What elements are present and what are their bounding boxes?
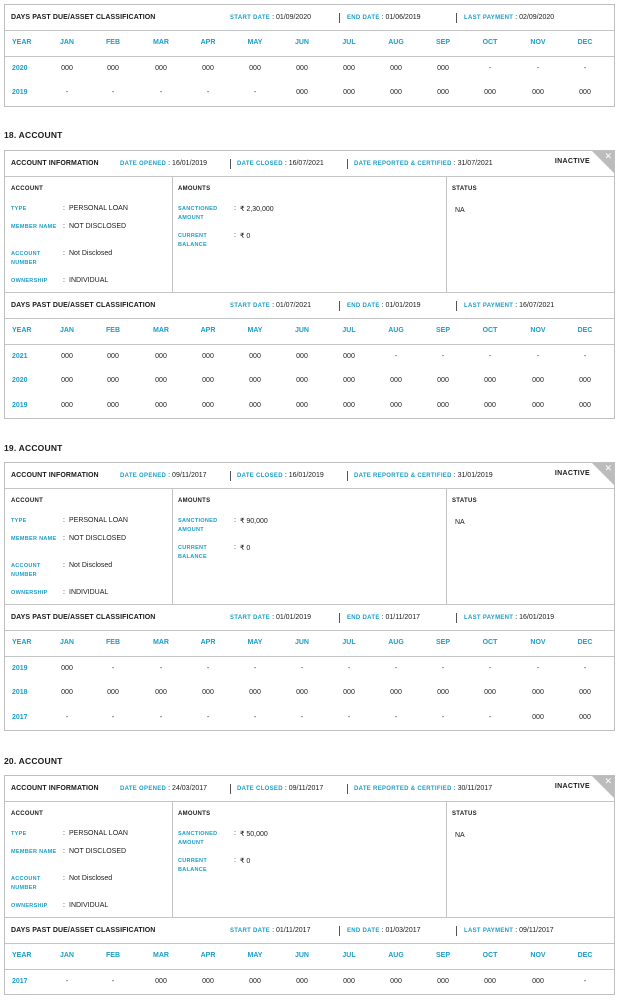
dpd-cell-feb: 000 — [107, 64, 119, 72]
top-dpd-block — [4, 4, 615, 107]
year-cell: 2017 — [12, 977, 28, 985]
dpd-cell-jul: 000 — [343, 89, 355, 96]
dpd-cell-nov: - — [536, 64, 540, 72]
account-info-title: ACCOUNT INFORMATION — [11, 472, 99, 479]
dpd-cell-sep: 000 — [437, 401, 449, 409]
column-header-nov: NOV — [530, 952, 546, 959]
account-column: ACCOUNT TYPE : PERSONAL LOAN MEMBER NAME : NOT DISCLOSED ACCOUNT NUMBER : Not Disclosed OWNERSHIP : INDIVIDUAL — [5, 177, 173, 292]
dpd-cell-oct: 000 — [484, 689, 496, 696]
dpd-cell-dec: - — [583, 64, 587, 72]
status-column — [446, 802, 614, 917]
dpd-cell-jul: 000 — [343, 977, 355, 985]
dpd-start-date: START DATE : 01/09/2020 — [230, 14, 311, 21]
column-header-may: MAY — [247, 39, 263, 46]
column-header-jan: JAN — [59, 327, 74, 334]
dpd-cell-nov: 000 — [532, 713, 544, 721]
dpd-cell-nov: 000 — [532, 401, 544, 409]
dpd-title: DAYS PAST DUE/ASSET CLASSIFICATION — [11, 302, 156, 309]
account-column-title: ACCOUNT — [11, 498, 44, 504]
dpd-cell-jul: 000 — [343, 401, 355, 409]
column-header-jan: JAN — [59, 952, 74, 959]
dpd-grid — [5, 31, 614, 106]
dpd-cell-jun: 000 — [296, 64, 308, 72]
column-header-apr: APR — [200, 39, 216, 46]
column-header-dec: DEC — [577, 639, 593, 646]
divider — [230, 159, 231, 169]
dpd-start-date: START DATE : 01/11/2017 — [230, 927, 311, 934]
dpd-cell-oct: - — [488, 352, 492, 360]
status-column-title: STATUS — [452, 811, 477, 817]
column-header-apr: APR — [200, 639, 216, 646]
dpd-cell-may: 000 — [249, 977, 261, 985]
dpd-header — [5, 605, 614, 631]
dpd-start-date: START DATE : 01/07/2021 — [230, 302, 311, 309]
close-icon[interactable]: ✕ — [604, 776, 612, 786]
divider — [339, 926, 340, 936]
column-header-aug: AUG — [388, 639, 404, 646]
dpd-cell-apr: - — [206, 664, 210, 672]
date-opened: DATE OPENED : 24/03/2017 — [120, 785, 208, 792]
column-header-sep: SEP — [435, 639, 450, 646]
dpd-cell-oct: 000 — [484, 89, 496, 96]
dpd-cell-sep: 000 — [437, 689, 449, 696]
column-header-jun: JUN — [294, 952, 309, 959]
column-header-year: YEAR — [12, 639, 32, 646]
dpd-cell-sep: 000 — [437, 64, 449, 72]
column-header-aug: AUG — [388, 327, 404, 334]
dpd-cell-nov: 000 — [532, 977, 544, 985]
column-header-apr: APR — [200, 327, 216, 334]
dpd-cell-jan: - — [65, 977, 69, 985]
column-header-dec: DEC — [577, 327, 593, 334]
dpd-cell-jul: - — [347, 713, 351, 721]
account-info-title: ACCOUNT INFORMATION — [11, 785, 99, 792]
dpd-cell-nov: 000 — [532, 89, 544, 96]
dpd-cell-jul: - — [347, 664, 351, 672]
dpd-cell-mar: 000 — [155, 377, 167, 384]
amounts-column: AMOUNTS SANCTIONED AMOUNT : ₹ 50,000 CURRENT BALANCE : ₹ 0 — [172, 802, 447, 917]
date-opened: DATE OPENED : 16/01/2019 — [120, 160, 208, 167]
dpd-header — [5, 293, 614, 319]
account-18-title: 18. ACCOUNT — [4, 130, 63, 140]
account-column: ACCOUNT TYPE : PERSONAL LOAN MEMBER NAME : NOT DISCLOSED ACCOUNT NUMBER : Not Disclosed OWNERSHIP : INDIVIDUAL — [5, 489, 173, 604]
column-header-jul: JUL — [342, 952, 356, 959]
dpd-cell-apr: - — [206, 89, 210, 96]
column-header-sep: SEP — [435, 39, 450, 46]
dpd-cell-dec: - — [583, 352, 587, 360]
dpd-cell-jun: - — [300, 664, 304, 672]
dpd-cell-jan: 000 — [61, 352, 73, 360]
dpd-cell-oct: - — [488, 664, 492, 672]
dpd-cell-feb: 000 — [107, 377, 119, 384]
account-20-card — [4, 775, 615, 995]
dpd-cell-apr: 000 — [202, 977, 214, 985]
amounts-column: AMOUNTS SANCTIONED AMOUNT : ₹ 90,000 CURRENT BALANCE : ₹ 0 — [172, 489, 447, 604]
date-reported: DATE REPORTED & CERTIFIED : 30/11/2017 — [354, 785, 493, 792]
date-closed: DATE CLOSED : 16/01/2019 — [237, 472, 324, 479]
account-column-title: ACCOUNT — [11, 186, 44, 192]
status-value: NA — [455, 207, 465, 214]
dpd-cell-dec: - — [583, 977, 587, 985]
year-cell: 2021 — [12, 352, 28, 360]
grid-header-row — [5, 631, 614, 657]
divider — [456, 301, 457, 311]
column-header-may: MAY — [247, 952, 263, 959]
dpd-cell-oct: 000 — [484, 401, 496, 409]
dpd-end-date: END DATE : 01/11/2017 — [347, 614, 420, 621]
dpd-end-date: END DATE : 01/01/2019 — [347, 302, 421, 309]
dpd-cell-sep: 000 — [437, 89, 449, 96]
dpd-cell-may: 000 — [249, 352, 261, 360]
account-info-body — [5, 177, 614, 293]
dpd-cell-jun: 000 — [296, 977, 308, 985]
dpd-cell-may: 000 — [249, 689, 261, 696]
dpd-cell-may: 000 — [249, 64, 261, 72]
status-value: NA — [455, 832, 465, 839]
year-cell: 2019 — [12, 89, 28, 96]
dpd-cell-jan: 000 — [61, 64, 73, 72]
column-header-dec: DEC — [577, 39, 593, 46]
dpd-cell-apr: 000 — [202, 352, 214, 360]
amounts-column-title: AMOUNTS — [178, 186, 211, 192]
date-closed: DATE CLOSED : 16/07/2021 — [237, 160, 324, 167]
dpd-cell-dec: 000 — [579, 689, 591, 696]
dpd-cell-oct: 000 — [484, 377, 496, 384]
account-info-header — [5, 776, 614, 802]
account-column-title: ACCOUNT — [11, 811, 44, 817]
dpd-last-payment: LAST PAYMENT : 16/07/2021 — [464, 302, 555, 309]
dpd-cell-may: 000 — [249, 401, 261, 409]
dpd-cell-mar: 000 — [155, 977, 167, 985]
dpd-cell-nov: 000 — [532, 689, 544, 696]
grid-row-2020 — [5, 57, 614, 82]
year-cell: 2019 — [12, 401, 28, 409]
divider — [230, 784, 231, 794]
dpd-cell-sep: 000 — [437, 977, 449, 985]
dpd-cell-dec: - — [583, 664, 587, 672]
dpd-cell-may: - — [253, 664, 257, 672]
status-value: NA — [455, 519, 465, 526]
dpd-cell-mar: 000 — [155, 689, 167, 696]
dpd-cell-nov: 000 — [532, 377, 544, 384]
divider — [339, 13, 340, 23]
dpd-cell-apr: 000 — [202, 689, 214, 696]
column-header-jun: JUN — [294, 639, 309, 646]
account-20-title: 20. ACCOUNT — [4, 756, 63, 766]
dpd-header — [5, 918, 614, 944]
dpd-cell-sep: - — [441, 713, 445, 721]
divider — [456, 13, 457, 23]
dpd-cell-nov: - — [536, 664, 540, 672]
divider — [456, 926, 457, 936]
column-header-oct: OCT — [482, 39, 498, 46]
column-header-mar: MAR — [153, 39, 169, 46]
dpd-cell-mar: 000 — [155, 64, 167, 72]
dpd-last-payment: LAST PAYMENT : 09/11/2017 — [464, 927, 554, 934]
grid-row-2017 — [5, 970, 614, 995]
column-header-oct: OCT — [482, 639, 498, 646]
dpd-cell-mar: - — [159, 664, 163, 672]
dpd-cell-dec: 000 — [579, 401, 591, 409]
column-header-year: YEAR — [12, 39, 32, 46]
grid-row-2018 — [5, 681, 614, 706]
divider — [347, 784, 348, 794]
account-info-body — [5, 802, 614, 918]
dpd-cell-feb: - — [111, 89, 115, 96]
dpd-end-date: END DATE : 01/06/2019 — [347, 14, 421, 21]
dpd-cell-jan: 000 — [61, 377, 73, 384]
dpd-cell-apr: 000 — [202, 401, 214, 409]
account-19-title: 19. ACCOUNT — [4, 443, 63, 453]
account-info-body — [5, 489, 614, 605]
dpd-cell-jun: 000 — [296, 377, 308, 384]
dpd-cell-oct: - — [488, 713, 492, 721]
status-column-title: STATUS — [452, 498, 477, 504]
dpd-cell-aug: 000 — [390, 977, 402, 985]
dpd-cell-jul: 000 — [343, 64, 355, 72]
dpd-grid — [5, 631, 614, 730]
dpd-cell-jan: 000 — [61, 664, 73, 672]
grid-row-2019 — [5, 394, 614, 419]
year-cell: 2017 — [12, 713, 28, 721]
dpd-grid — [5, 944, 614, 994]
dpd-title: DAYS PAST DUE/ASSET CLASSIFICATION — [11, 14, 156, 21]
dpd-cell-jun: 000 — [296, 689, 308, 696]
column-header-mar: MAR — [153, 639, 169, 646]
status-column — [446, 177, 614, 292]
column-header-feb: FEB — [106, 952, 120, 959]
dpd-cell-may: - — [253, 713, 257, 721]
date-reported: DATE REPORTED & CERTIFIED : 31/01/2019 — [354, 472, 493, 479]
dpd-cell-dec: 000 — [579, 377, 591, 384]
dpd-cell-jan: 000 — [61, 689, 73, 696]
year-cell: 2018 — [12, 689, 28, 696]
dpd-cell-sep: 000 — [437, 377, 449, 384]
divider — [456, 613, 457, 623]
dpd-cell-feb: 000 — [107, 352, 119, 360]
account-info-header — [5, 151, 614, 177]
grid-row-2019 — [5, 81, 614, 106]
divider — [230, 471, 231, 481]
dpd-cell-aug: - — [394, 352, 398, 360]
year-cell: 2020 — [12, 64, 28, 72]
dpd-cell-mar: 000 — [155, 352, 167, 360]
column-header-mar: MAR — [153, 952, 169, 959]
column-header-year: YEAR — [12, 327, 32, 334]
dpd-cell-feb: - — [111, 977, 115, 985]
grid-row-2020 — [5, 369, 614, 394]
dpd-cell-jul: 000 — [343, 352, 355, 360]
dpd-cell-feb: - — [111, 713, 115, 721]
dpd-cell-jan: - — [65, 713, 69, 721]
column-header-nov: NOV — [530, 327, 546, 334]
dpd-grid — [5, 319, 614, 418]
date-opened: DATE OPENED : 09/11/2017 — [120, 472, 207, 479]
status-badge: INACTIVE — [554, 783, 590, 790]
dpd-cell-apr: 000 — [202, 377, 214, 384]
column-header-jul: JUL — [342, 39, 356, 46]
dpd-cell-jul: 000 — [343, 689, 355, 696]
column-header-nov: NOV — [530, 639, 546, 646]
dpd-last-payment: LAST PAYMENT : 02/09/2020 — [464, 14, 555, 21]
dpd-cell-nov: - — [536, 352, 540, 360]
grid-row-2017 — [5, 706, 614, 731]
column-header-feb: FEB — [106, 39, 120, 46]
year-cell: 2020 — [12, 377, 28, 384]
account-info-header — [5, 463, 614, 489]
dpd-cell-aug: - — [394, 664, 398, 672]
column-header-oct: OCT — [482, 327, 498, 334]
amounts-column-title: AMOUNTS — [178, 811, 211, 817]
dpd-header — [5, 5, 614, 31]
dpd-cell-jan: - — [65, 89, 69, 96]
column-header-feb: FEB — [106, 327, 120, 334]
dpd-cell-aug: 000 — [390, 689, 402, 696]
dpd-cell-jun: 000 — [296, 89, 308, 96]
dpd-cell-apr: 000 — [202, 64, 214, 72]
status-badge: INACTIVE — [554, 470, 590, 477]
column-header-apr: APR — [200, 952, 216, 959]
date-closed: DATE CLOSED : 09/11/2017 — [237, 785, 324, 792]
dpd-cell-dec: 000 — [579, 713, 591, 721]
close-icon[interactable]: ✕ — [604, 151, 612, 161]
column-header-sep: SEP — [435, 952, 450, 959]
amounts-column-title: AMOUNTS — [178, 498, 211, 504]
status-column-title: STATUS — [452, 186, 477, 192]
account-info-title: ACCOUNT INFORMATION — [11, 160, 99, 167]
column-header-nov: NOV — [530, 39, 546, 46]
dpd-end-date: END DATE : 01/03/2017 — [347, 927, 421, 934]
dpd-start-date: START DATE : 01/01/2019 — [230, 614, 311, 621]
dpd-cell-jun: 000 — [296, 401, 308, 409]
column-header-may: MAY — [247, 327, 263, 334]
dpd-cell-mar: - — [159, 713, 163, 721]
column-header-jan: JAN — [59, 639, 74, 646]
grid-header-row — [5, 319, 614, 345]
column-header-jun: JUN — [294, 327, 309, 334]
divider — [347, 159, 348, 169]
column-header-feb: FEB — [106, 639, 120, 646]
close-icon[interactable]: ✕ — [604, 463, 612, 473]
column-header-aug: AUG — [388, 39, 404, 46]
grid-header-row — [5, 944, 614, 970]
column-header-jul: JUL — [342, 327, 356, 334]
grid-header-row — [5, 31, 614, 57]
status-badge: INACTIVE — [554, 158, 590, 165]
dpd-cell-sep: - — [441, 664, 445, 672]
dpd-cell-aug: - — [394, 713, 398, 721]
status-column — [446, 489, 614, 604]
divider — [339, 613, 340, 623]
divider — [347, 471, 348, 481]
dpd-cell-dec: 000 — [579, 89, 591, 96]
dpd-cell-jul: 000 — [343, 377, 355, 384]
dpd-cell-mar: - — [159, 89, 163, 96]
dpd-cell-oct: - — [488, 64, 492, 72]
dpd-cell-apr: - — [206, 713, 210, 721]
column-header-oct: OCT — [482, 952, 498, 959]
grid-row-2019 — [5, 657, 614, 682]
column-header-year: YEAR — [12, 952, 32, 959]
divider — [339, 301, 340, 311]
dpd-cell-jan: 000 — [61, 401, 73, 409]
column-header-jan: JAN — [59, 39, 74, 46]
dpd-cell-oct: 000 — [484, 977, 496, 985]
account-19-card — [4, 462, 615, 731]
dpd-cell-aug: 000 — [390, 401, 402, 409]
dpd-cell-jun: - — [300, 713, 304, 721]
dpd-cell-feb: - — [111, 664, 115, 672]
dpd-cell-may: - — [253, 89, 257, 96]
dpd-title: DAYS PAST DUE/ASSET CLASSIFICATION — [11, 927, 156, 934]
date-reported: DATE REPORTED & CERTIFIED : 31/07/2021 — [354, 160, 493, 167]
account-column: ACCOUNT TYPE : PERSONAL LOAN MEMBER NAME : NOT DISCLOSED ACCOUNT NUMBER : Not Disclosed OWNERSHIP : INDIVIDUAL — [5, 802, 173, 917]
dpd-cell-aug: 000 — [390, 64, 402, 72]
column-header-may: MAY — [247, 639, 263, 646]
column-header-mar: MAR — [153, 327, 169, 334]
dpd-cell-feb: 000 — [107, 401, 119, 409]
column-header-jun: JUN — [294, 39, 309, 46]
dpd-last-payment: LAST PAYMENT : 16/01/2019 — [464, 614, 555, 621]
dpd-cell-aug: 000 — [390, 89, 402, 96]
grid-row-2021 — [5, 345, 614, 370]
column-header-aug: AUG — [388, 952, 404, 959]
account-18-card — [4, 150, 615, 419]
year-cell: 2019 — [12, 664, 28, 672]
dpd-cell-aug: 000 — [390, 377, 402, 384]
dpd-title: DAYS PAST DUE/ASSET CLASSIFICATION — [11, 614, 156, 621]
dpd-cell-jun: 000 — [296, 352, 308, 360]
column-header-dec: DEC — [577, 952, 593, 959]
dpd-cell-sep: - — [441, 352, 445, 360]
column-header-jul: JUL — [342, 639, 356, 646]
dpd-cell-feb: 000 — [107, 689, 119, 696]
dpd-cell-mar: 000 — [155, 401, 167, 409]
column-header-sep: SEP — [435, 327, 450, 334]
dpd-cell-may: 000 — [249, 377, 261, 384]
amounts-column: AMOUNTS SANCTIONED AMOUNT : ₹ 2,30,000 CURRENT BALANCE : ₹ 0 — [172, 177, 447, 292]
